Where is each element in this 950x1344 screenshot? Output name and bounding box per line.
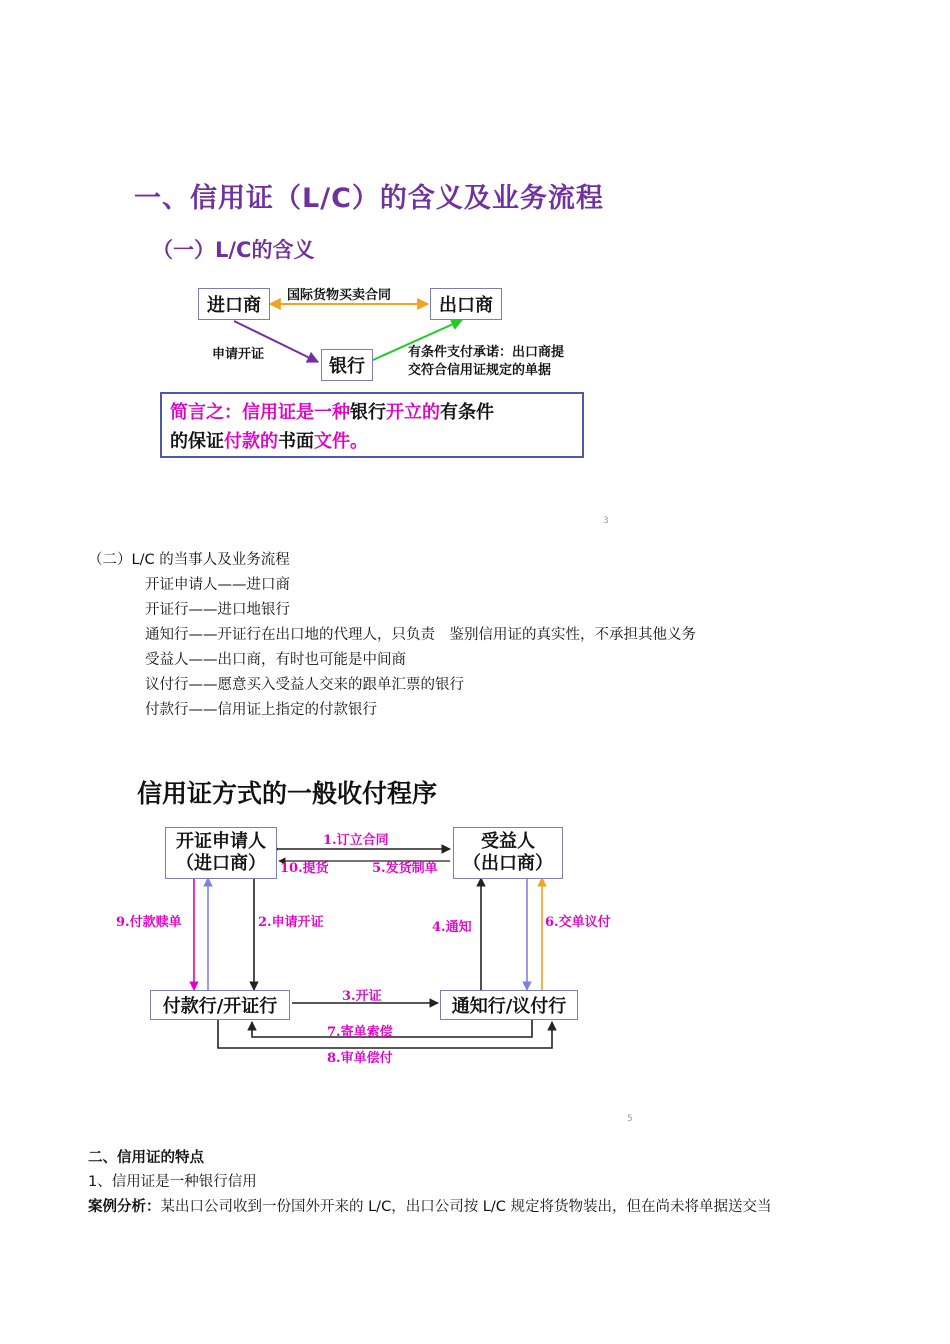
party-item-3: 通知行——开证行在出口地的代理人，只负责 鉴别信用证的真实性，不承担其他义务 <box>145 627 696 643</box>
issuing-bank-box <box>150 990 290 1020</box>
exporter-label: 出口商 <box>439 295 493 316</box>
step-4-label: 4.通知 <box>432 920 472 935</box>
bank-label: 银行 <box>329 356 365 377</box>
slide1-subtitle: （一）L/C的含义 <box>152 238 315 262</box>
party-item-4: 受益人——出口商，有时也可能是中间商 <box>145 652 406 668</box>
importer-label: 进口商 <box>207 295 261 316</box>
party-item-6: 付款行——信用证上指定的付款银行 <box>145 702 377 718</box>
note-part-8: 书面 <box>278 431 314 452</box>
applicant-line-1: 开证申请人 <box>176 831 266 852</box>
step-2-label: 2.申请开证 <box>258 915 324 930</box>
note-part-3: 银行 <box>350 402 386 423</box>
case-label: 案例分析： <box>88 1199 161 1215</box>
note-part-5: 有条件 <box>440 402 494 423</box>
advising-bank-label: 通知行/议付行 <box>451 996 567 1017</box>
beneficiary-box <box>453 827 563 879</box>
step-3-label: 3.开证 <box>342 989 382 1004</box>
step-6-label: 6.交单议付 <box>545 915 611 930</box>
applicant-line-2: （进口商） <box>176 853 266 874</box>
case-text: 某出口公司收到一份国外开来的 L/C，出口公司按 L/C 规定将货物装出，但在尚未将单据送交当 <box>160 1199 772 1215</box>
note-part-4: 开立的 <box>386 402 440 423</box>
page-number-3: 3 <box>603 516 609 526</box>
step-8-label: 8.审单偿付 <box>327 1051 393 1066</box>
party-item-5: 议付行——愿意买入受益人交来的跟单汇票的银行 <box>145 677 464 693</box>
page-number-5: 5 <box>627 1114 633 1124</box>
step-5-label: 5.发货制单 <box>372 861 438 876</box>
beneficiary-line-1: 受益人 <box>481 831 535 852</box>
step-7-label: 7.寄单索偿 <box>327 1025 393 1040</box>
note-part-7: 付款的 <box>224 431 278 452</box>
issuing-bank-label: 付款行/开证行 <box>162 996 278 1017</box>
slide1-title: 一、信用证（L/C）的含义及业务流程 <box>134 183 604 214</box>
case-analysis <box>88 1195 772 1220</box>
note-part-6: 的保证 <box>170 431 224 452</box>
applicant-box <box>165 827 277 879</box>
contract-label: 国际货物买卖合同 <box>287 288 392 303</box>
advising-bank-box <box>440 990 578 1020</box>
section3-heading: 二、信用证的特点 <box>88 1150 204 1166</box>
note-part-1: 简言之： <box>170 402 242 423</box>
step-1-label: 1.订立合同 <box>323 833 389 848</box>
section3-item-1: 1、信用证是一种银行信用 <box>88 1174 257 1190</box>
step-10-label: 10.提货 <box>280 861 329 876</box>
party-item-2: 开证行——进口地银行 <box>145 602 290 618</box>
promise-label-1: 有条件支付承诺：出口商提 <box>408 345 565 360</box>
section2-heading: （二）L/C 的当事人及业务流程 <box>88 552 290 568</box>
note-part-2: 信用证是一种 <box>242 402 350 423</box>
slide2-title: 信用证方式的一般收付程序 <box>137 779 438 808</box>
promise-label-2: 交符合信用证规定的单据 <box>408 363 552 378</box>
apply-label: 申请开证 <box>212 347 265 362</box>
step-9-label: 9.付款赎单 <box>116 915 182 930</box>
beneficiary-line-2: （出口商） <box>463 853 553 874</box>
party-item-1: 开证申请人——进口商 <box>145 577 290 593</box>
note-part-9: 文件。 <box>314 431 368 452</box>
